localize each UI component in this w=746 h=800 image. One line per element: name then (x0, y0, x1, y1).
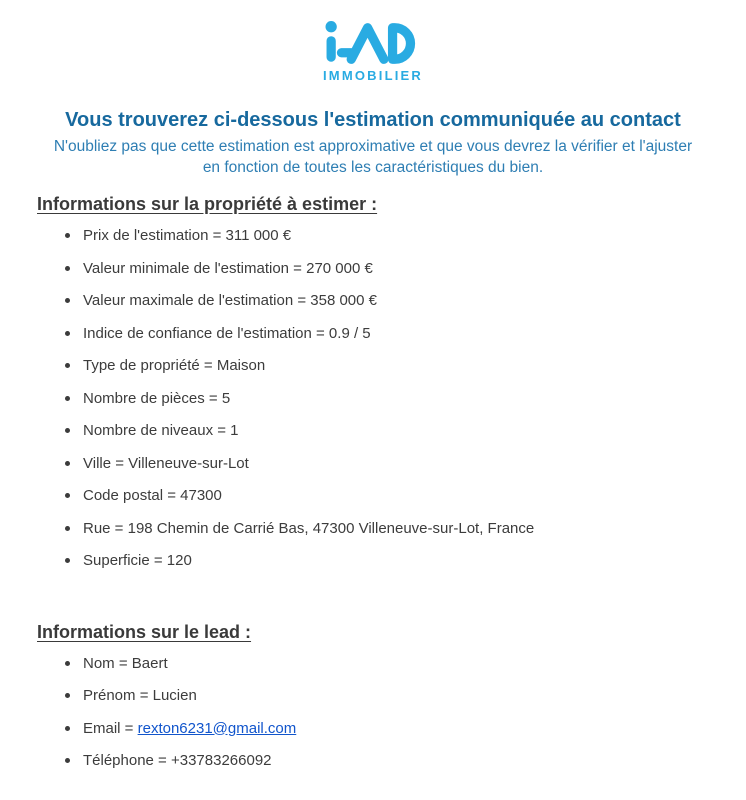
list-item (65, 686, 716, 706)
page-subtitle (0, 137, 746, 178)
list-item-text: Nombre de pièces = 5 (83, 389, 231, 407)
list-item (65, 551, 716, 571)
list-item (65, 226, 716, 246)
list-item-text: Nom = Baert (83, 654, 168, 672)
list-item (65, 719, 716, 739)
lead-section-title: Informations sur le lead : (37, 621, 252, 642)
list-item-text: Nombre de niveaux = 1 (83, 422, 239, 439)
subtitle-line: en fonction de toutes les caractéristiques du bien. (202, 158, 544, 176)
iad-logo-icon (323, 20, 423, 66)
list-item (65, 519, 716, 539)
list-item-text: Valeur minimale de l'estimation = 270 000 € (83, 259, 373, 277)
brand-logo (0, 20, 746, 83)
property-section (37, 178, 716, 571)
property-section-title: Informations sur la propriété à estimer : (37, 194, 378, 214)
logo-subtitle: IMMOBILIER (323, 68, 423, 83)
lead-section (37, 584, 716, 771)
list-item-text: Code postal = 47300 (83, 487, 222, 504)
list-item (65, 751, 716, 771)
list-item-text: Prix de l'estimation = 311 000 € (83, 227, 292, 244)
list-item (65, 324, 716, 344)
list-item-text: Type de propriété = Maison (83, 357, 266, 374)
list-item-text: Ville = Villeneuve-sur-Lot (83, 454, 249, 472)
list-item (65, 291, 716, 311)
property-list (37, 226, 716, 571)
subtitle-line: N'oubliez pas que cette estimation est approximative et que vous devrez la vérifier et l'ajuster (53, 138, 693, 155)
list-item (65, 356, 716, 376)
list-item-text: Email = (83, 719, 138, 737)
list-item (65, 486, 716, 506)
list-item (65, 389, 716, 409)
list-item-text: Superficie = 120 (83, 552, 192, 569)
list-item-text: Valeur maximale de l'estimation = 358 000 € (83, 292, 378, 309)
list-item (65, 259, 716, 279)
list-item-text: Indice de confiance de l'estimation = 0.9 / 5 (83, 324, 371, 342)
list-item-text: Téléphone = +33783266092 (83, 752, 272, 769)
list-item (65, 421, 716, 441)
page-title: Vous trouverez ci-dessous l'estimation communiquée au contact (65, 109, 681, 131)
list-item-text: Rue = 198 Chemin de Carrié Bas, 47300 Villeneuve-sur-Lot, France (83, 519, 535, 537)
list-item-text: Prénom = Lucien (83, 687, 197, 704)
list-item (65, 654, 716, 674)
lead-list (37, 654, 716, 771)
email-link[interactable]: rexton6231@gmail.com (137, 719, 297, 737)
list-item (65, 454, 716, 474)
